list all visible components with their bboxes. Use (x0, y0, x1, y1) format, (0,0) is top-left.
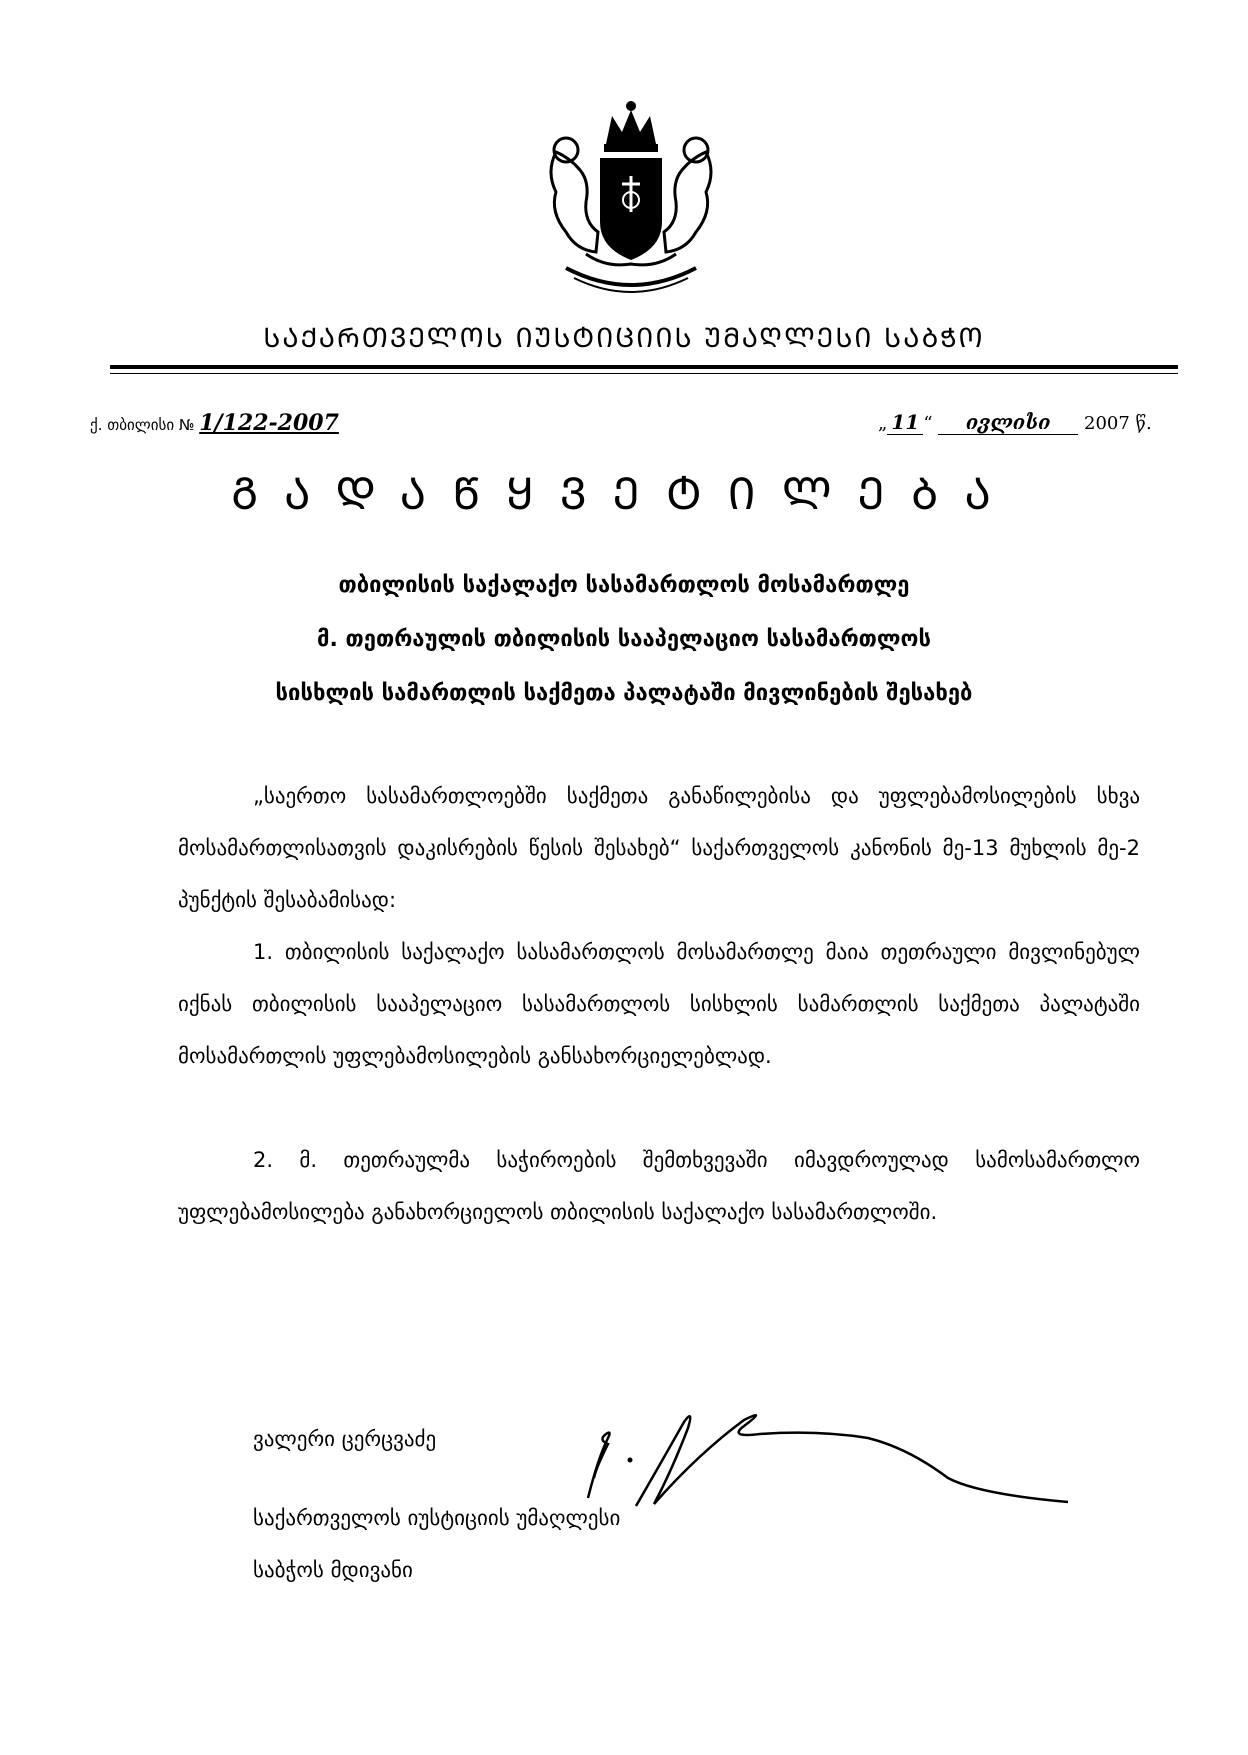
preamble-paragraph: „საერთო სასამართლოებში საქმეთა განაწილებისა და უფლებამოსილების სხვა მოსამართლისათვის დაკისრების წესის შესახებ“ საქართველოს კანონის მე-13 მუხლის მე-2 პუნქტის შესაბამისად: (178, 784, 1140, 912)
organization-title: ᲡᲐᲥᲐᲠᲗᲕᲔᲚᲝᲡ ᲘᲣᲡᲢᲘᲪᲘᲘᲡ ᲣᲛᲐᲦᲚᲔᲡᲘ ᲡᲐᲑᲭᲝ (263, 323, 985, 354)
document-type-title: ᲒᲐᲓᲐᲬᲧᲕᲔᲢᲘᲚᲔᲑᲐ (231, 469, 1017, 520)
date-day: 11 (887, 410, 923, 435)
signer-position-line-1: საქართველოს იუსტიციის უმაღლესი (253, 1506, 621, 1530)
place-label: ქ. თბილისი № (90, 416, 195, 434)
decree-number-line (90, 410, 339, 436)
header-rule-thin (110, 373, 1178, 374)
decision-item-2: 2. მ. თეთრაულმა საჭიროების შემთხვევაში იმავდროულად სამოსამართლო უფლებამოსილება განახორციელოს თბილისის საქალაქო სასამართლოში. (178, 1148, 1140, 1224)
coat-of-arms-emblem (526, 92, 736, 302)
decision-item-1: 1. თბილისის საქალაქო სასამართლოს მოსამართლე მაია თეთრაული მივლინებულ იქნას თბილისის სააპელაციო სასამართლოს სისხლის სამართლის საქმეთა პალატაში მოსამართლის უფლებამოსილების განსახორციელებლად. (178, 940, 1140, 1068)
decree-number: 1/122-2007 (199, 410, 339, 436)
subject-line-3: სისხლის სამართლის საქმეთა პალატაში მივლინების შესახებ (275, 681, 973, 706)
signer-position-line-2: საბჭოს მდივანი (253, 1558, 413, 1582)
decree-date-line: „ 11 “ ივლისი 2007 წ. (878, 410, 1152, 434)
date-month: ივლისი (938, 410, 1078, 435)
date-suffix: წ. (1135, 413, 1152, 434)
signer-name: ვალერი ცერცვაძე (253, 1427, 437, 1451)
subject-line-2: მ. თეთრაულის თბილისის სააპელაციო სასამართლოს (317, 627, 931, 652)
subject-line-1: თბილისის საქალაქო სასამართლოს მოსამართლე (338, 573, 910, 598)
date-year: 2007 (1084, 413, 1130, 434)
handwritten-signature (568, 1378, 1088, 1518)
header-rule-thick (110, 365, 1178, 369)
